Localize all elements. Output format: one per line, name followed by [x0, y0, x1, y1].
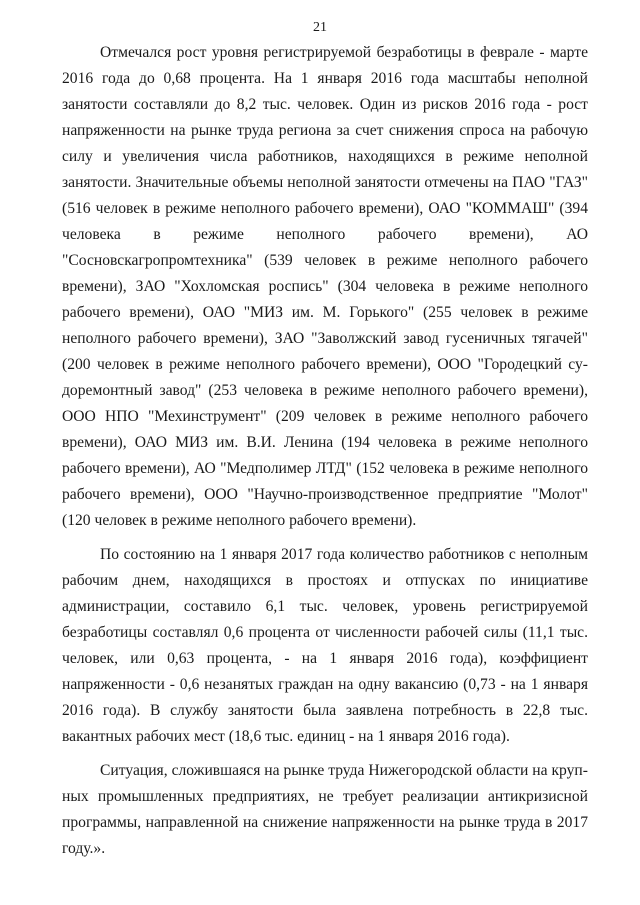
document-body [62, 40, 588, 862]
paragraph-unemployment-2016: Отмечался рост уровня регистрируемой безработицы в феврале - марте 2016 года до 0,68 процента. На 1 января 2016 года масштабы неполной занятости составляли до 8,2 тыс. человек. Один из рисков 2016 года - рост напряженности на рынке труда региона за счет снижения спроса на рабочую силу и увеличения числа работников, находящихся в режиме неполной занятости. Значительные объемы неполной занятости отмечены на ПАО "ГАЗ" (516 человек в режиме неполного рабочего времени), ОАО "КОММАШ" (394 человека в режиме неполного рабочего времени), АО "Сосновскагропромтехника" (539 человек в режиме неполного рабочего времени), ЗАО "Хохломская роспись" (304 человека в режиме неполного рабочего времени), ОАО "МИЗ им. М. Горького" (255 человек в режиме неполного рабочего времени), ЗАО "Заволжский завод гусеничных тягачей" (200 человек в режиме неполного рабочего времени), ООО "Городецкий судоремонтный завод" (253 человека в режиме неполного рабочего времени), ООО НПО "Мехинструмент" (209 человек в режиме неполного рабочего времени), ОАО МИЗ им. В.И. Ленина (194 человека в режиме неполного рабочего времени), АО "Медполимер ЛТД" (152 человека в режиме неполного рабочего времени), ООО "Научно-производственное предприятие "Молот" (120 человек в режиме неполного рабочего времени). [62, 44, 588, 529]
paragraph-status-2017: По состоянию на 1 января 2017 года количество работников с неполным рабочим днем, находящихся в простоях и отпусках по инициативе администрации, составило 6,1 тыс. человек, уровень регистрируемой безработицы составлял 0,6 процента от численности рабочей силы (11,1 тыс. человек, или 0,63 процента, - на 1 января 2016 года), коэффициент напряженности - 0,6 незанятых граждан на одну вакансию (0,73 - на 1 января 2016 года). В службу занятости была заявлена потребность в 22,8 тыс. вакантных рабочих мест (18,6 тыс. единиц - на 1 января 2016 года). [62, 546, 588, 745]
paragraph-conclusion: Ситуация, сложившаяся на рынке труда Нижегородской области на крупных промышленных предприятиях, не требует реализации антикризисной программы, направленной на снижение напряженности на рынке труда в 2017 году.». [62, 762, 588, 857]
page-number: 21 [313, 20, 327, 35]
